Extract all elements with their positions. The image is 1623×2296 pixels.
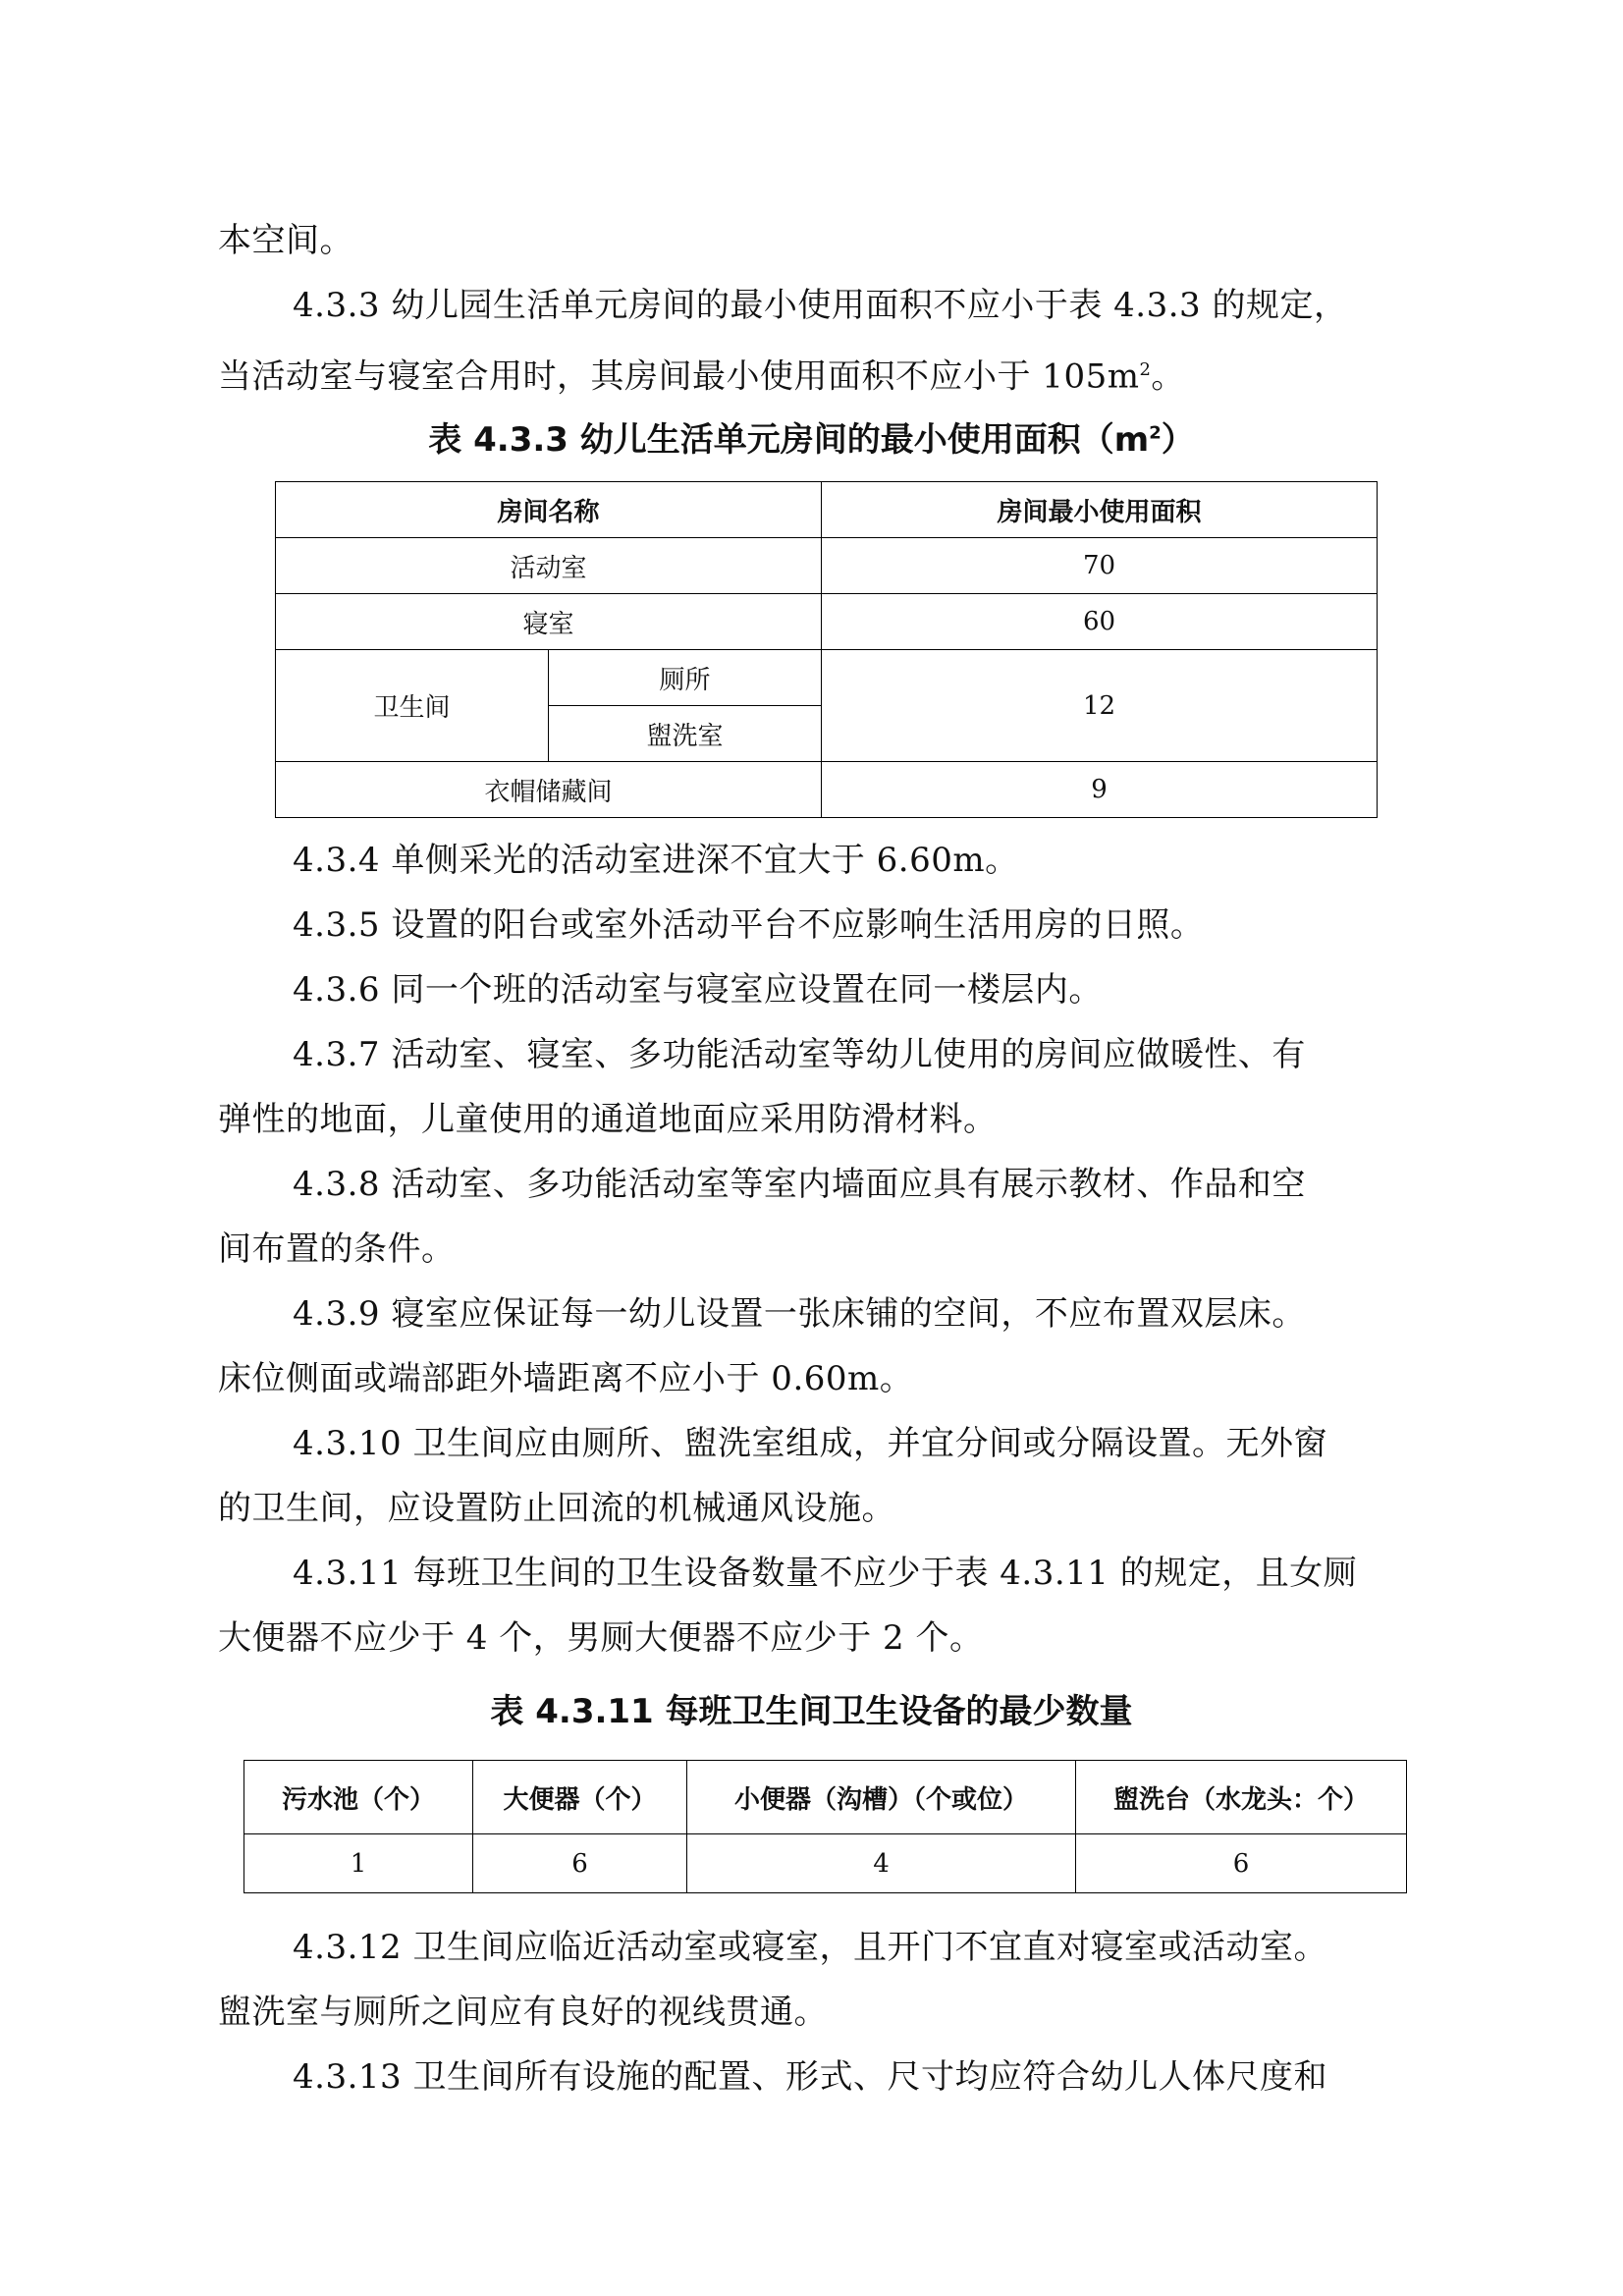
table-header: 房间最小使用面积	[822, 482, 1378, 538]
paragraph: 床位侧面或端部距外墙距离不应小于 0.60m。	[218, 1359, 914, 1398]
table-cell: 4	[687, 1834, 1076, 1893]
table-title: 表 4.3.3 幼儿生活单元房间的最小使用面积$(m^2)$	[428, 420, 1195, 460]
paragraph: 4.3.7 活动室、寝室、多功能活动室等幼儿使用的房间应做暖性、有	[293, 1035, 1306, 1074]
table-cell: 活动室	[276, 538, 822, 594]
paragraph: 4.3.3 幼儿园生活单元房间的最小使用面积不应小于表 4.3.3 的规定，	[293, 286, 1348, 325]
paragraph: 4.3.5 设置的阳台或室外活动平台不应影响生活用房的日照。	[293, 905, 1205, 945]
paragraph: 间布置的条件。	[218, 1230, 456, 1269]
table-header: 大便器（个）	[473, 1761, 687, 1834]
paragraph: 4.3.4 单侧采光的活动室进深不宜大于 6.60m。	[293, 841, 1019, 880]
table-header: 盥洗台（水龙头：个）	[1076, 1761, 1407, 1834]
paragraph: 4.3.9 寝室应保证每一幼儿设置一张床铺的空间，不应布置双层床。	[293, 1294, 1306, 1334]
paragraph: 的卫生间，应设置防止回流的机械通风设施。	[218, 1489, 895, 1528]
paragraph: 本空间。	[218, 221, 353, 260]
table-cell: 1	[244, 1834, 473, 1893]
table-header: 房间名称	[276, 482, 822, 538]
table-cell: 卫生间	[276, 650, 549, 762]
paragraph: 大便器不应少于 4 个，男厕大便器不应少于 2 个。	[218, 1618, 984, 1658]
paragraph: 当活动室与寝室合用时，其房间最小使用面积不应小于 $105m^2$。	[218, 356, 1185, 397]
table-cell: 衣帽储藏间	[276, 762, 822, 818]
table-cell: 12	[822, 650, 1378, 762]
paragraph: 4.3.6 同一个班的活动室与寝室应设置在同一楼层内。	[293, 970, 1103, 1010]
paragraph: 4.3.12 卫生间应临近活动室或寝室，且开门不宜直对寝室或活动室。	[293, 1928, 1327, 1967]
table-title: 表 4.3.11 每班卫生间卫生设备的最少数量	[490, 1692, 1133, 1731]
table-cell: 70	[822, 538, 1378, 594]
table-cell: 厕所	[549, 650, 822, 706]
paragraph: 4.3.13 卫生间所有设施的配置、形式、尺寸均应符合幼儿人体尺度和	[293, 2057, 1327, 2097]
paragraph: 4.3.11 每班卫生间的卫生设备数量不应少于表 4.3.11 的规定，且女厕	[293, 1554, 1358, 1593]
table-sanitary-fixtures	[243, 1760, 1407, 1893]
table-cell: 6	[1076, 1834, 1407, 1893]
superscript: 2	[1139, 359, 1152, 380]
paragraph: 4.3.10 卫生间应由厕所、盥洗室组成，并宜分间或分隔设置。无外窗	[293, 1424, 1327, 1463]
table-cell: 60	[822, 594, 1378, 650]
table-cell: 寝室	[276, 594, 822, 650]
table-min-area	[275, 481, 1378, 818]
table-cell: 6	[473, 1834, 687, 1893]
table-header: 小便器（沟槽）（个或位）	[687, 1761, 1076, 1834]
table-cell: 盥洗室	[549, 706, 822, 762]
paragraph: 弹性的地面，儿童使用的通道地面应采用防滑材料。	[218, 1100, 998, 1139]
paragraph: 盥洗室与厕所之间应有良好的视线贯通。	[218, 1993, 828, 2032]
table-cell: 9	[822, 762, 1378, 818]
paragraph: 4.3.8 活动室、多功能活动室等室内墙面应具有展示教材、作品和空	[293, 1165, 1306, 1204]
table-header: 污水池（个）	[244, 1761, 473, 1834]
